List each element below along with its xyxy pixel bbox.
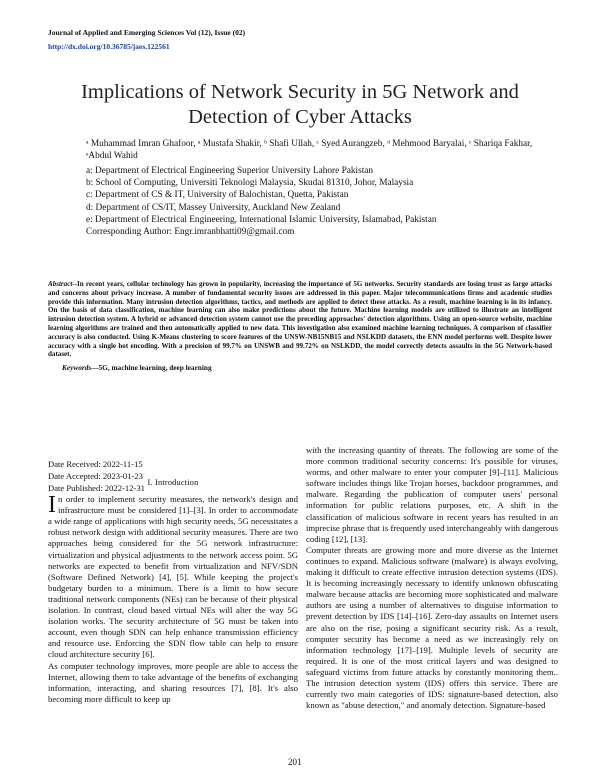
- author-list: ᵃ Muhammad Imran Ghafoor, ᵃ Mustafa Shakir, ᵇ Shafi Ullah, ᶜ Syed Aurangzeb, ᵈ Mehmood Baryalai, ᶜ Shariqa Fakhar, ᵉAbdul Wahid: [86, 139, 533, 161]
- keywords-label: Keywords: [62, 363, 92, 372]
- affiliation-e: e: Department of Electrical Engineering, International Islamic University, Islamabad, Pakistan: [86, 214, 437, 225]
- abstract: [48, 280, 552, 359]
- keywords: [62, 363, 212, 372]
- affiliations: [86, 165, 566, 238]
- intro-paragraph-2: As computer technology improves, more people are able to access the Internet, allowing them to take advantage of the benefits of exchanging information, interacting, and sharing resources [7], [8]. It's also becoming more difficult to keep up: [48, 660, 298, 704]
- drop-cap: I: [48, 492, 56, 519]
- intro-paragraph-1-text: n order to implement security measures, the network's design and infrastructure must be considered [1]–[3]. In order to accommodate a wide range of applications with high security needs, 5G necessitates a robust network design with additional security measures. There are two approaches being considered for the 5G network infrastructure: virtualization and physical adjustments to the network access point. 5G networks are expected to benefit from virtualization and NFV/SDN (Software Defined Network) [4], [5]. While keeping the project's budgetary burden to a minimum. There is a limit to how secure traditional network components (NEs) can be because of their physical isolation. In contrast, cloud based virtual NEs will alter the way 5G isolation works. The security architecture of 5G must be taken into account, even though SDN can help enhance transmission efficiency and resource use. Enforcing the SDN flow table can help to ensure cloud architecture security [6].: [48, 494, 298, 660]
- abstract-label: Abstract: [48, 280, 73, 288]
- page-number: 201: [288, 757, 302, 767]
- affiliation-c: c: Department of CS & IT, University of Balochistan, Quetta, Pakistan: [86, 190, 349, 201]
- right-column: [306, 445, 558, 711]
- date-published: Date Published: 2022-12-31: [48, 483, 145, 493]
- affiliation-a: a: Department of Electrical Engineering Superior University Lahore Pakistan: [86, 166, 374, 176]
- intro-paragraph-4: Computer threats are growing more and more diverse as the Internet continues to expand. Malicious software (malware) is always evolving, making it difficult to create effective intrusion detection systems (IDS). It is becoming increasingly necessary to identify unknown obfuscating malware because attacks are becoming more sophisticated and malware authors are using a number of alternatives to disguise information to prevent detection by IDS [14]–[16]. Zero-day assaults on Internet users are also on the rise, posing a significant security risk. As a result, computer security has become a need as we increasingly rely on information technology [17]–[19]. Multiple levels of security are required. It is one of the most critical layers and was designed to safeguard victims from future attacks by constantly monitoring them.. The intrusion detection system (IDS) offers this service. There are currently two main categories of IDS: signature-based detection, also known as "abuse detection," and anomaly detection. Signature-based: [306, 544, 558, 711]
- section-heading: I. Introduction: [147, 478, 199, 487]
- keywords-text: —5G, machine learning, deep learning: [91, 363, 212, 372]
- abstract-text: --In recent years, cellular technology has grown in popularity, increasing the importance of 5G networks. Security standards are losing trust as large attacks and concerns about privacy increase. A number of fundamental security issues are addressed in this paper. Major telecommunications firms and academic studies provide this information. Many intrusion detection algorithms, tactics, and methods are applied to detect these attacks. As a result, machine learning is in its infancy. On the basis of data classification, machine learning can also make predictions about the future. Machine learning models are utilized to illustrate an intelligent intrusion detection system. A hybrid or advanced detection system cannot use the preceding approaches' detection algorithms. Using an open-source website, machine learning algorithms are trained and then automatically applied to new data. This investigation also examined machine learning techniques. A comparison of classifier accuracy is also conducted. Using K-Means clustering to score features of the UNSW-NB15NB15 and NSLKDD datasets, the ENN model performs well. Despite lower accuracy with a single hot encoding. With a precision of 99.7% on UNSWB and 99.72% on NSLKDD, the model correctly detects assaults in the 5G Network-based dataset.: [48, 280, 552, 359]
- paper-title: Implications of Network Security in 5G Network and Detection of Cyber Attacks: [81, 81, 519, 128]
- date-received: Date Received: 2022-11-15: [48, 459, 143, 469]
- affiliation-b: b: School of Computing, Universiti Teknologi Malaysia, Skudai 81310, Johor, Malaysia: [86, 178, 414, 189]
- intro-paragraph-1: [48, 494, 298, 660]
- doi-link[interactable]: http://dx.doi.org/10.36785/jaes.122561: [48, 42, 170, 51]
- corresponding-author: Corresponding Author: Engr.imranbhatti09@gmail.com: [86, 227, 295, 238]
- journal-name: Journal of Applied and Emerging Sciences Vol (12), Issue (02): [48, 28, 246, 37]
- left-column: [48, 477, 298, 705]
- affiliation-d: d: Department of CS/IT, Massey University, Auckland New Zealand: [86, 202, 341, 213]
- date-accepted: Date Accepted: 2023-01-23: [48, 471, 143, 481]
- intro-paragraph-3: with the increasing quantity of threats. The following are some of the more common traditional security concerns: It's possible for viruses, worms, and other malware to enter your computer [9]–[11]. Malicious software includes things like Trojan horses, backdoor programmes, and malware. Regarding the publication of computer users' personal information for public relations purposes, etc. A shift in the classification of malicious software in recent years has resulted in an imprecise phrase that is frequently used interchangeably with dangerous coding [12], [13].: [306, 445, 558, 544]
